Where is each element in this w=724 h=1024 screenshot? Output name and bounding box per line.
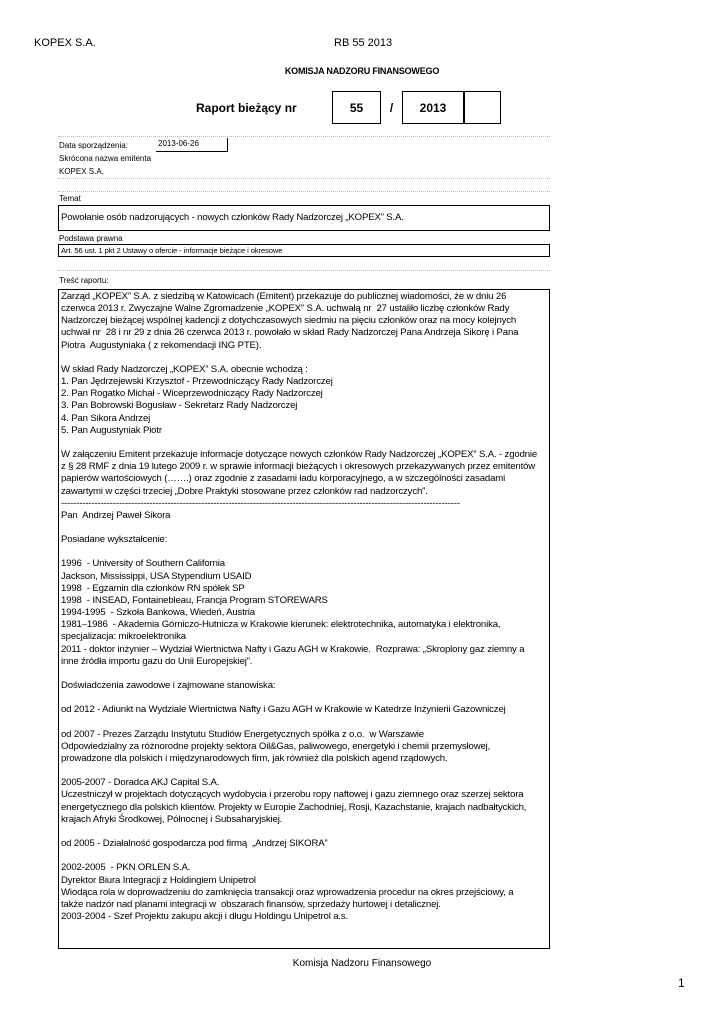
subject-field: Powołanie osób nadzorujących - nowych członków Rady Nadzorczej „KOPEX” S.A. bbox=[58, 205, 550, 231]
separator bbox=[58, 178, 550, 179]
date-label: Data sporządzenia: bbox=[59, 141, 128, 150]
content-line: energetycznego dla polskich klientów. Projekty w Europie Zachodniej, Rosji, Kazachstanie, krajach nadbałtyckich, bbox=[61, 801, 527, 813]
content-line: 2005-2007 - Doradca AKJ Capital S.A. bbox=[61, 777, 220, 789]
content-line: 2002-2005 - PKN ORLEN S.A. bbox=[61, 862, 191, 874]
content-label: Treść raportu: bbox=[59, 276, 109, 285]
content-line: od 2005 - Działalność gospodarcza pod firmą „Andrzej SIKORA” bbox=[61, 838, 328, 850]
content-line: 1994-1995 - Szkoła Bankowa, Wiedeń, Austria bbox=[61, 607, 255, 619]
commission-title: KOMISJA NADZORU FINANSOWEGO bbox=[284, 66, 440, 76]
content-line: Posiadane wykształcenie: bbox=[61, 534, 168, 546]
content-line: od 2007 - Prezes Zarządu Instytutu Studiów Energetycznych spółka z o.o. w Warszawie bbox=[61, 728, 424, 740]
header-company: KOPEX S.A. bbox=[34, 37, 96, 49]
report-content bbox=[58, 289, 550, 949]
content-line: W załączeniu Emitent przekazuje informacje dotyczące nowych członków Rady Nadzorczej „KOPEX” S.A. - zgodnie bbox=[61, 449, 538, 461]
content-line: inne źródła importu gazu do Unii Europejskiej”. bbox=[61, 655, 253, 667]
content-line: 2011 - doktor inżynier – Wydział Wiertnictwa Nafty i Gazu AGH w Krakowie. Rozprawa: „Skroplony gaz ziemny a bbox=[61, 643, 525, 655]
content-line: 4. Pan Sikora Andrzej bbox=[61, 412, 151, 424]
content-line: Wiodąca rola w doprowadzeniu do zamknięcia transakcji oraz wprowadzenia procedur na okres przejściowy, a bbox=[61, 886, 514, 898]
content-line: Piotra Augustyniaka ( z rekomendacji ING PTE). bbox=[61, 339, 262, 351]
content-line bbox=[61, 850, 547, 862]
content-line: uchwał nr 28 i nr 29 z dnia 26 czerwca 2013 r. powołało w skład Rady Nadzorczej Pana Andrzeja Sikorę i Pana bbox=[61, 327, 519, 339]
content-line bbox=[61, 765, 547, 777]
footer-text: Komisja Nadzoru Finansowego bbox=[292, 958, 432, 969]
content-line: 3. Pan Bobrowski Bogusław - Sekretarz Rady Nadzorczej bbox=[61, 400, 298, 412]
content-line: specjalizacja: mikroelektronika bbox=[61, 631, 186, 643]
content-line: krajach Afryki Środkowej, Północnej i Subsaharyjskiej. bbox=[61, 813, 283, 825]
issuer-label: Skrócona nazwa emitenta bbox=[59, 154, 152, 163]
legal-basis-label: Podstawa prawna bbox=[59, 234, 123, 243]
content-line bbox=[61, 352, 547, 364]
content-line: 2003-2004 - Szef Projektu zakupu akcji i długu Holdingu Unipetrol a.s. bbox=[61, 910, 349, 922]
content-line bbox=[61, 546, 547, 558]
report-extra-box bbox=[464, 91, 501, 124]
content-line: Uczestniczył w projektach dotyczących wydobycia i przerobu ropy naftowej i gazu ziemnego oraz szerzej sektora bbox=[61, 789, 524, 801]
content-line: z § 28 RMF z dnia 19 lutego 2009 r. w sprawie informacji bieżących i okresowych przekazywanych przez emitentów bbox=[61, 461, 536, 473]
content-line: Odpowiedzialny za różnorodne projekty sektora Oil&Gas, paliwowego, energetyki i chemii przemysłowej, bbox=[61, 740, 491, 752]
content-line: zawartymi w części trzeciej „Dobre Praktyki stosowane przez członków rad nadzorczych”. bbox=[61, 485, 428, 497]
report-label: Raport bieżący nr bbox=[196, 101, 297, 115]
content-line: Jackson, Mississippi, USA Stypendium USAID bbox=[61, 570, 252, 582]
content-line: Doświadczenia zawodowe i zajmowane stanowiska: bbox=[61, 680, 276, 691]
content-line bbox=[61, 668, 547, 680]
content-line: papierów wartościowych (…….) oraz zgodnie z zasadami ładu korporacyjnego, a w szczególności zasadami bbox=[61, 473, 506, 485]
report-year: 2013 bbox=[419, 101, 447, 115]
content-line: 1981–1986 - Akademia Górniczo-Hutnicza w Krakowie kierunek: elektrotechnika, automatyka i elektronika, bbox=[61, 619, 501, 631]
separator bbox=[58, 270, 550, 271]
content-line: od 2012 - Adiunkt na Wydziale Wiertnictwa Nafty i Gazu AGH w Krakowie w Katedrze Inżynierii Gazowniczej bbox=[61, 704, 506, 716]
content-line bbox=[61, 826, 547, 838]
content-line: W skład Rady Nadzorczej „KOPEX” S.A. obecnie wchodzą : bbox=[61, 363, 308, 375]
header-report-code: RB 55 2013 bbox=[334, 37, 393, 49]
separator bbox=[58, 136, 550, 137]
content-line: 1998 - Egzamin dla członków RN spółek SP bbox=[61, 582, 245, 594]
content-line: 2. Pan Rogatko Michał - Wiceprzewodniczący Rady Nadzorczej bbox=[61, 388, 323, 400]
date-field: 2013-06-26 bbox=[156, 138, 228, 152]
content-line: Pan Andrzej Paweł Sikora bbox=[61, 509, 171, 521]
report-number: 55 bbox=[349, 101, 364, 115]
subject-label: Temat bbox=[59, 194, 81, 203]
page-number: 1 bbox=[678, 976, 685, 990]
content-line: prowadzone dla polskich i międzynarodowych firm, jak również dla polskich agend rządowych. bbox=[61, 752, 448, 764]
report-slash: / bbox=[389, 101, 394, 115]
content-line: także nadzór nad planami integracji w obszarach finansów, sprzedaży hurtowej i detalicznej. bbox=[61, 898, 441, 910]
content-line: Dyrektor Biura Integracji z Holdingiem Unipetrol bbox=[61, 874, 256, 886]
content-line: czerwca 2013 r. Zwyczajne Walne Zgromadzenie „KOPEX” S.A. uchwałą nr 27 ustaliło liczbę członków Rady bbox=[61, 303, 510, 315]
legal-basis-field: Art. 56 ust. 1 pkt 2 Ustawy o ofercie - informacje bieżące i okresowe bbox=[58, 244, 550, 257]
content-line bbox=[61, 522, 547, 534]
content-line: Zarząd „KOPEX” S.A. z siedzibą w Katowicach (Emitent) przekazuje do publicznej wiadomości, że w dniu 26 bbox=[61, 291, 507, 302]
separator bbox=[58, 191, 550, 192]
issuer-value: KOPEX S.A. bbox=[59, 167, 104, 176]
content-line: 1996 - University of Southern California bbox=[61, 558, 225, 570]
content-line: 5. Pan Augustyniak Piotr bbox=[61, 424, 162, 436]
content-line: Nadzorczej bieżącej wspólnej kadencji z dotychczasowych siedmiu na pięciu członków oraz na mocy kolejnych bbox=[61, 315, 517, 327]
content-line: 1998 - INSEAD, Fontainebleau, Francja Program STOREWARS bbox=[61, 594, 328, 606]
content-line: ----------------------------------------------------------------------------------------------------------------------------------- bbox=[61, 497, 460, 509]
content-line bbox=[61, 692, 547, 704]
content-line bbox=[61, 716, 547, 728]
content-line bbox=[61, 437, 547, 449]
content-line: 1. Pan Jędrzejewski Krzysztof - Przewodniczący Rady Nadzorczej bbox=[61, 376, 333, 388]
